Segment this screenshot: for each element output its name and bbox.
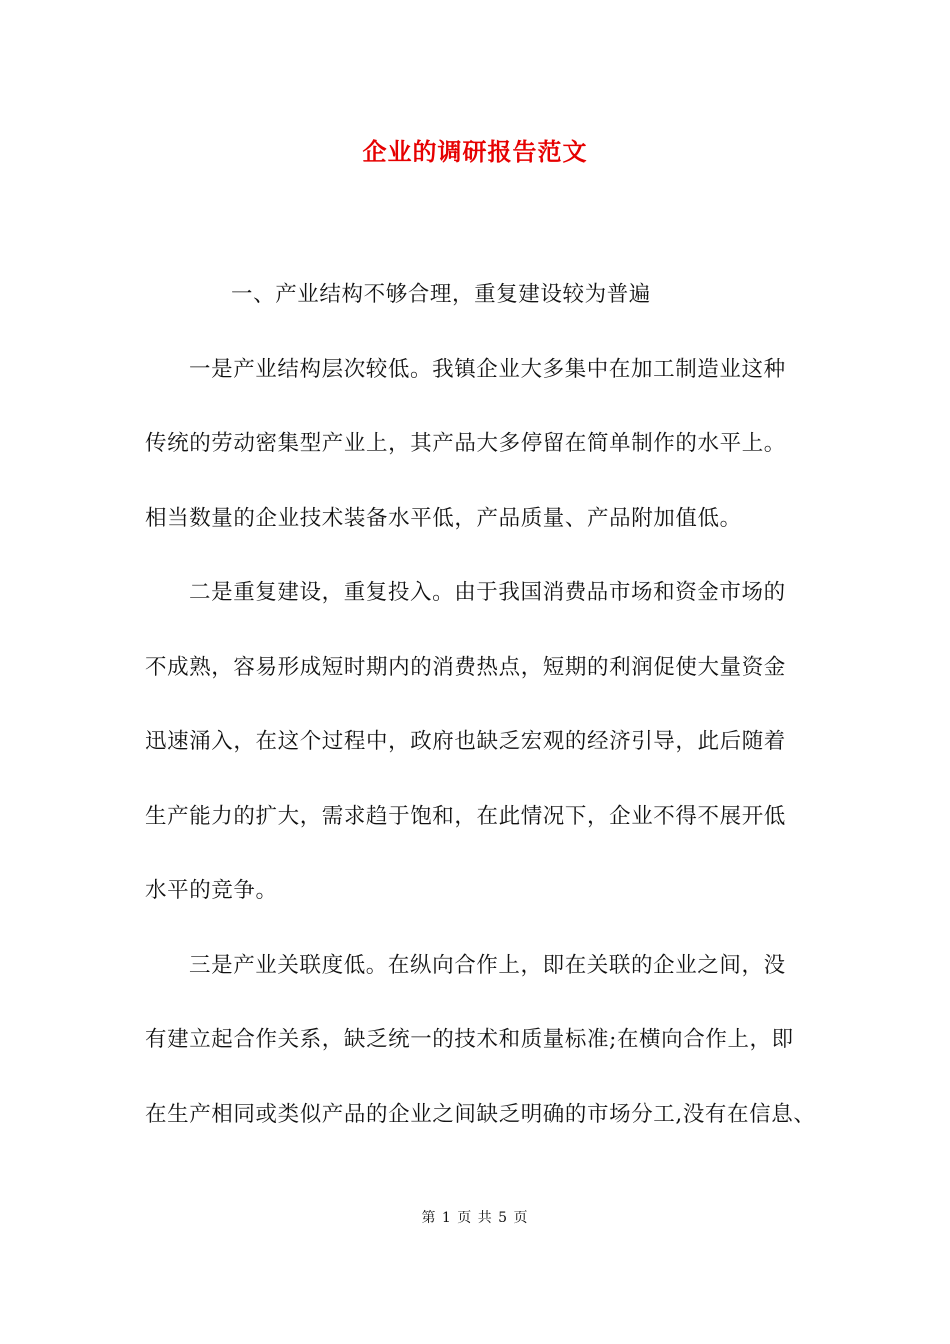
paragraph-line: 三是产业关联度低。在纵向合作上，即在关联的企业之间，没	[189, 953, 786, 978]
paragraph-line: 传统的劳动密集型产业上，其产品大多停留在简单制作的水平上。	[145, 431, 786, 456]
document-title: 企业的调研报告范文	[362, 137, 588, 166]
paragraph-line: 二是重复建设，重复投入。由于我国消费品市场和资金市场的	[189, 580, 786, 605]
page-number-footer: 第 1 页 共 5 页	[421, 1210, 529, 1226]
paragraph-line: 不成熟，容易形成短时期内的消费热点，短期的利润促使大量资金	[145, 655, 786, 680]
paragraph-line: 生产能力的扩大，需求趋于饱和，在此情况下，企业不得不展开低	[145, 804, 786, 829]
paragraph-line: 相当数量的企业技术装备水平低，产品质量、产品附加值低。	[145, 506, 742, 531]
paragraph-line: 一是产业结构层次较低。我镇企业大多集中在加工制造业这种	[189, 357, 786, 382]
section-heading: 一、产业结构不够合理，重复建设较为普遍	[231, 282, 651, 307]
paragraph-line: 水平的竞争。	[145, 878, 278, 903]
paragraph-line: 有建立起合作关系，缺乏统一的技术和质量标准;在横向合作上，即	[145, 1027, 794, 1052]
paragraph-line: 在生产相同或类似产品的企业之间缺乏明确的市场分工,没有在信息、	[145, 1102, 816, 1127]
paragraph-line: 迅速涌入，在这个过程中，政府也缺乏宏观的经济引导，此后随着	[145, 729, 786, 754]
